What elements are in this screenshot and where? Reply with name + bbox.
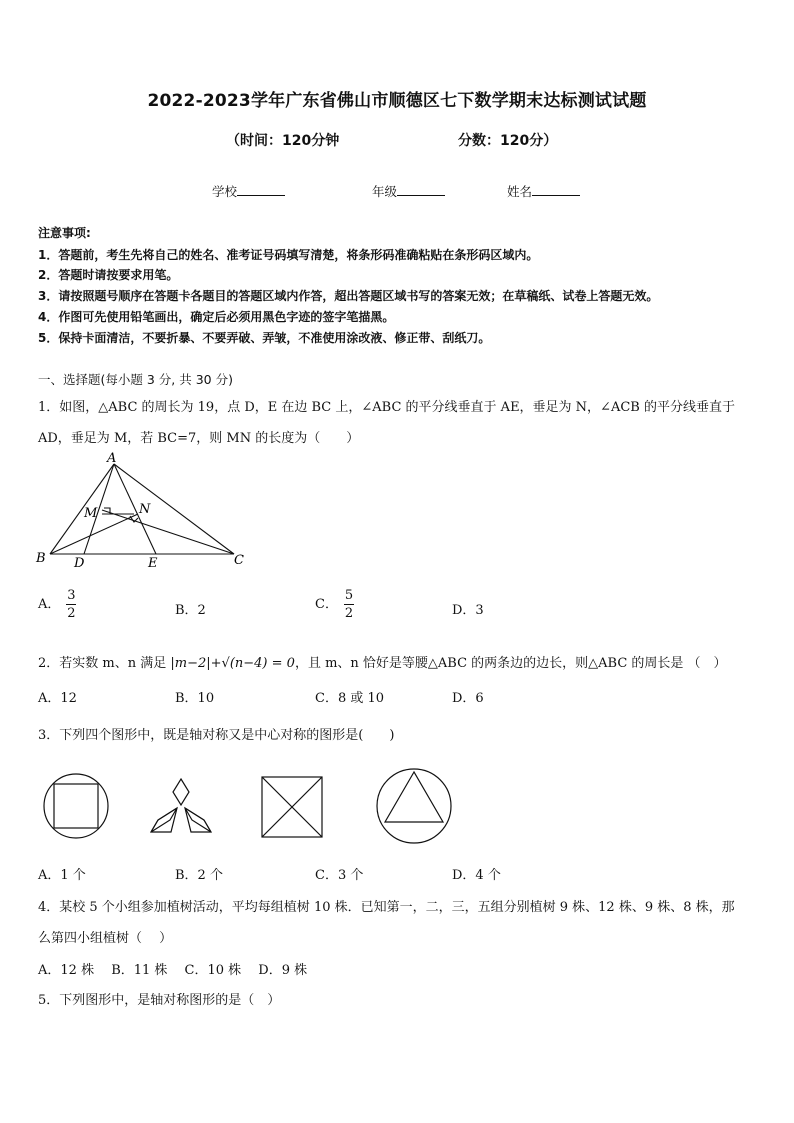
q2-text-before: 2．若实数 m、n 满足 [38, 656, 167, 671]
label-m: M [84, 506, 98, 521]
school-blank[interactable] [237, 183, 285, 196]
name-blank[interactable] [532, 183, 580, 196]
q1-option-a-prefix: A． [38, 597, 61, 612]
label-b: B [36, 551, 46, 566]
school-label: 学校 [212, 184, 238, 199]
q1-option-c-prefix: C． [315, 597, 338, 612]
q3-option-d[interactable]: D．4 个 [452, 868, 501, 883]
fraction-numerator: 5 [344, 588, 354, 603]
q1-triangle-figure [34, 450, 254, 572]
fraction-denominator: 2 [67, 606, 76, 621]
side-ac [114, 464, 234, 554]
circle-triangle-figure [377, 769, 451, 843]
q5-text: 5．下列图形中，是轴对称图形的是（ ） [38, 993, 281, 1008]
q3-option-c[interactable]: C．3 个 [315, 868, 364, 883]
q4-line1: 4．某校 5 个小组参加植树活动，平均每组植树 10 株．已知第一，二，三，五组分别植树 9 株、12 株、9 株、8 株，那 [38, 900, 735, 915]
three-rhombus-figure [151, 779, 211, 832]
q1-option-a-fraction [66, 588, 76, 621]
side-ab [50, 464, 114, 554]
q1-option-c[interactable] [315, 588, 354, 621]
grade-field[interactable] [372, 182, 445, 200]
grade-blank[interactable] [397, 183, 445, 196]
q3-figures [36, 766, 466, 846]
q4-options[interactable]: A．12 株 B．11 株 C．10 株 D．9 株 [38, 963, 308, 978]
name-field[interactable] [507, 182, 580, 200]
q1-option-d[interactable]: D．3 [452, 603, 484, 618]
grade-label: 年级 [372, 184, 398, 199]
q2-text-after: ，且 m、n 恰好是等腰△ABC 的两条边的边长，则△ABC 的周长是 （ ） [294, 656, 727, 671]
fraction-numerator: 3 [67, 588, 76, 603]
notice-item: 1．答题前，考生先将自己的姓名、准考证号码填写清楚，将条形码准确粘贴在条形码区域内。 [38, 248, 539, 262]
notice-heading: 注意事项: [38, 226, 91, 240]
square-diagonals-figure [262, 777, 322, 837]
q1-line2: AD，垂足为 M，若 BC=7，则 MN 的长度为（ ） [38, 431, 360, 446]
label-n: N [139, 502, 151, 517]
circle-square-figure [44, 774, 108, 838]
q2-text [38, 652, 727, 671]
q2-option-b[interactable]: B．10 [175, 691, 215, 706]
notice-item: 4．作图可先使用铅笔画出，确定后必须用黑色字迹的签字笔描黑。 [38, 310, 395, 324]
exam-score: 分数：120分） [458, 133, 558, 149]
bisector-c [102, 510, 234, 554]
q1-option-b[interactable]: B．2 [175, 603, 206, 618]
q1-option-c-fraction [344, 588, 354, 621]
q1-line1: 1．如图，△ABC 的周长为 19，点 D，E 在边 BC 上，∠ABC 的平分线垂直于 AE，垂足为 N，∠ACB 的平分线垂直于 [38, 400, 735, 415]
q2-option-a[interactable]: A．12 [38, 691, 77, 706]
q3-option-a[interactable]: A．1 个 [38, 868, 86, 883]
exam-time: （时间：120分钟 [226, 133, 340, 149]
q2-expression: |m−2|+√(n−4) = 0 [170, 656, 295, 671]
section-heading: 一、选择题(每小题 3 分, 共 30 分) [38, 372, 233, 387]
q4-line2: 么第四小组植树（ ） [38, 931, 173, 946]
label-a: A [107, 451, 117, 466]
name-label: 姓名 [507, 184, 533, 199]
q1-option-a[interactable] [38, 588, 76, 621]
label-e: E [148, 556, 158, 571]
school-field[interactable] [212, 182, 285, 200]
label-c: C [234, 553, 244, 568]
exam-title: 2022-2023学年广东省佛山市顺德区七下数学期末达标测试试题 [147, 91, 647, 111]
q3-option-b[interactable]: B．2 个 [175, 868, 223, 883]
notice-item: 3．请按照题号顺序在答题卡各题目的答题区域内作答，超出答题区域书写的答案无效；在草稿纸、试卷上答题无效。 [38, 289, 659, 303]
label-d: D [74, 556, 85, 571]
notice-item: 5．保持卡面清洁，不要折暴、不要弄破、弄皱，不准使用涂改液、修正带、刮纸刀。 [38, 331, 491, 345]
q2-option-d[interactable]: D．6 [452, 691, 484, 706]
q3-text: 3．下列四个图形中，既是轴对称又是中心对称的图形是( ) [38, 728, 395, 743]
notice-item: 2．答题时请按要求用笔。 [38, 268, 179, 282]
fraction-denominator: 2 [344, 606, 354, 621]
q2-option-c[interactable]: C．8 或 10 [315, 691, 385, 706]
